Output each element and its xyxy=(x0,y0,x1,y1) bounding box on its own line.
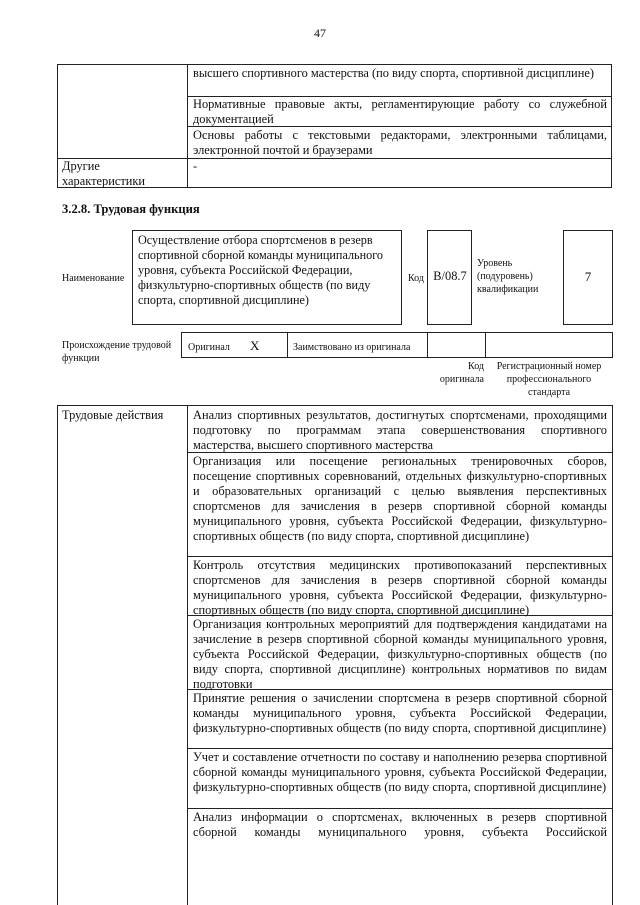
original-label: Оригинал xyxy=(188,342,230,353)
knowledge-item: Нормативные правовые акты, регламентирующие работу со служебной документацией xyxy=(193,97,607,126)
page-number: 47 xyxy=(314,26,326,40)
qualification-level-value: 7 xyxy=(584,269,592,284)
borrowed-label: Заимствовано из оригинала xyxy=(293,342,411,353)
origin-label: Происхождение трудовой функции xyxy=(62,340,172,364)
section-heading: 3.2.8. Трудовая функция xyxy=(62,202,200,216)
name-label: Наименование xyxy=(62,273,125,284)
code-original-label: Код оригинала xyxy=(439,361,484,385)
qualification-level-label: Уровень (подуровень) квалификации xyxy=(477,258,539,295)
other-characteristics-value: - xyxy=(193,159,198,173)
labor-action-item: Организация контрольных мероприятий для подтверждения кандидатами на зачисление в резерв спортивной сборной команды муниципального уровня, субъекта Российской Федерации, физкультурно-спортивных обществ (по виду спорта, спортивной дисциплине) контрольных нормативов по видам подготовки xyxy=(193,617,607,691)
labor-action-item: Организация или посещение региональных тренировочных сборов, посещение спортивных соревнований, отдельных физкультурно-спортивных и образовательных организаций с целью выявления перспективных спортсменов для зачисления в резерв спортивной сборной команды муниципального уровня, субъекта Российской Федерации, физкультурно-спортивных обществ (по виду спорта, спортивной дисциплине) xyxy=(193,454,607,543)
labor-action-item: Принятие решения о зачислении спортсмена в резерв спортивной сборной команды муниципального уровня, субъекта Российской Федерации, физкультурно-спортивных обществ (по виду спорта, спортивной дисциплине) xyxy=(193,691,607,735)
labor-action-item: Контроль отсутствия медицинских противопоказаний перспективных спортсменов для зачисления в резерв спортивной сборной команды муниципального уровня, субъекта Российской Федерации, физкультурно-спортивных обществ (по виду спорта, спортивной дисциплине) xyxy=(193,558,607,617)
original-mark: X xyxy=(250,338,260,353)
code-label: Код xyxy=(408,273,424,284)
other-characteristics-label: Другие характеристики xyxy=(62,159,146,188)
registration-number-label: Регистрационный номер профессионального стандарта xyxy=(496,361,602,398)
code-value: B/08.7 xyxy=(433,269,467,283)
labor-actions-label: Трудовые действия xyxy=(62,408,164,422)
name-value: Осуществление отбора спортсменов в резерв спортивной сборной команды муниципального уровня, субъекта Российской Федерации, физкультурно-спортивных обществ (по виду спорта, спортивной дисциплине) xyxy=(138,233,384,307)
knowledge-item: высшего спортивного мастерства (по виду спорта, спортивной дисциплине) xyxy=(193,66,594,80)
labor-action-item: Анализ информации о спортсменах, включенных в резерв спортивной сборной команды муниципального уровня, субъекта Российской xyxy=(193,810,607,839)
labor-action-item: Анализ спортивных результатов, достигнутых спортсменами, проходящими подготовку по программам этапа совершенствования спортивного мастерства, высшего спортивного мастерства xyxy=(193,408,607,452)
labor-action-item: Учет и составление отчетности по составу и наполнению резерва спортивной сборной команды муниципального уровня, субъекта Российской Федерации, физкультурно-спортивных обществ (по виду спорта, спортивной дисциплине) xyxy=(193,750,607,794)
knowledge-item: Основы работы с текстовыми редакторами, электронными таблицами, электронной почтой и браузерами xyxy=(193,128,607,157)
